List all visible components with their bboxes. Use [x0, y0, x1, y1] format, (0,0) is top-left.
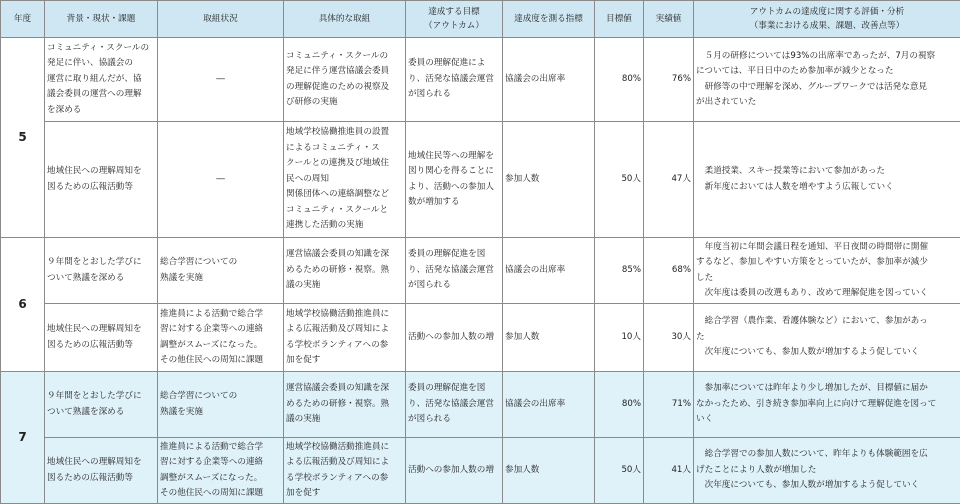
action-cell: 運営協議会委員の知識を深 めるための研修・視察。熟 議の実施: [284, 238, 406, 304]
background-cell: ９年間をとおした学びに ついて熟議を深める: [45, 372, 158, 438]
action-cell: 運営協議会委員の知識を深 めるための研修・視察。熟 議の実施: [284, 372, 406, 438]
goal-cell: 活動への参加人数の増: [406, 304, 503, 372]
background-cell: 地域住民への理解周知を 図るための広報活動等: [45, 438, 158, 504]
table-row: [1, 304, 960, 372]
actual-cell: 47人: [644, 122, 694, 238]
header-status: 取組状況: [158, 1, 284, 38]
header-eval: アウトカムの達成度に関する評価・分析 （事業における成果、課題、改善点等）: [694, 1, 960, 38]
target-cell: 80%: [595, 38, 644, 122]
year-cell: 6: [1, 238, 45, 372]
header-target: 目標値: [595, 1, 644, 38]
status-cell: 推進員による活動で総合学 習に対する企業等への連絡 調整がスムーズになった。 その他住民への周知に課題: [158, 438, 284, 504]
eval-cell: 年度当初に年間会議日程を通知、平日夜間の時間帯に開催 するなど、参加しやすい方策をとっていたが、参加率が減少 した 次年度は委員の改選もあり、改めて理解促進を図っていく: [694, 238, 960, 304]
header-action: 具体的な取組: [284, 1, 406, 38]
target-cell: 50人: [595, 122, 644, 238]
action-cell: 地域学校協働活動推進員に よる広報活動及び周知によ る学校ボランティアへの参 加を促す: [284, 438, 406, 504]
background-cell: ９年間をとおした学びに ついて熟議を深める: [45, 238, 158, 304]
goal-cell: 活動への参加人数の増: [406, 438, 503, 504]
target-cell: 10人: [595, 304, 644, 372]
status-cell: 総合学習についての 熟議を実施: [158, 372, 284, 438]
actual-cell: 71%: [644, 372, 694, 438]
goal-cell: 地域住民等への理解を 図り関心を得ることに より、活動への参加人 数が増加する: [406, 122, 503, 238]
table-row: [1, 38, 960, 122]
eval-cell: 総合学習での参加人数について、昨年よりも体験範囲を広 げたことにより人数が増加した 次年度についても、参加人数が増加するよう促していく: [694, 438, 960, 504]
header-row: [1, 1, 960, 38]
status-cell: 推進員による活動で総合学 習に対する企業等への連絡 調整がスムーズになった。 その他住民への周知に課題: [158, 304, 284, 372]
indicator-cell: 協議会の出席率: [503, 238, 595, 304]
table-row: [1, 238, 960, 304]
status-cell: ―: [158, 122, 284, 238]
target-cell: 80%: [595, 372, 644, 438]
background-cell: 地域住民への理解周知を 図るための広報活動等: [45, 304, 158, 372]
year-cell: 7: [1, 372, 45, 504]
status-cell: ―: [158, 38, 284, 122]
eval-cell: 参加率については昨年より少し増加したが、目標値に届か なかったため、引き続き参加率向上に向けて理解促進を図って いく: [694, 372, 960, 438]
action-cell: 地域学校協働推進員の設置 によるコミュニティ・ス クールとの連携及び地域住 民への周知 関係団体への連絡調整など コミュニティ・スクールと 連携した活動の実施: [284, 122, 406, 238]
action-cell: 地域学校協働活動推進員に よる広報活動及び周知によ る学校ボランティアへの参 加を促す: [284, 304, 406, 372]
header-actual: 実績値: [644, 1, 694, 38]
header-goal: 達成する目標 （アウトカム）: [406, 1, 503, 38]
background-cell: 地域住民への理解周知を 図るための広報活動等: [45, 122, 158, 238]
goal-cell: 委員の理解促進を図 り、活発な協議会運営 が図られる: [406, 238, 503, 304]
target-cell: 50人: [595, 438, 644, 504]
indicator-cell: 協議会の出席率: [503, 372, 595, 438]
actual-cell: 30人: [644, 304, 694, 372]
goal-cell: 委員の理解促進によ り、活発な協議会運営 が図られる: [406, 38, 503, 122]
year-cell: 5: [1, 38, 45, 238]
target-cell: 85%: [595, 238, 644, 304]
indicator-cell: 参加人数: [503, 304, 595, 372]
eval-cell: 柔道授業、スキー授業等において参加があった 新年度においては人数を増やすよう広報していく: [694, 122, 960, 238]
header-year: 年度: [1, 1, 45, 38]
actual-cell: 41人: [644, 438, 694, 504]
table-row: [1, 372, 960, 438]
eval-cell: ５月の研修については93%の出席率であったが、7月の視察 については、平日日中のため参加率が減少となった 研修等の中で理解を深め、グループワークでは活発な意見 が出されていた: [694, 38, 960, 122]
actual-cell: 76%: [644, 38, 694, 122]
indicator-cell: 参加人数: [503, 438, 595, 504]
action-cell: コミュニティ・スクールの 発足に伴う運営協議会委員 の理解促進のための視察及 び研修の実施: [284, 38, 406, 122]
header-indicator: 達成度を測る指標: [503, 1, 595, 38]
table-row: [1, 438, 960, 504]
table-row: [1, 122, 960, 238]
goal-cell: 委員の理解促進を図 り、活発な協議会運営 が図られる: [406, 372, 503, 438]
actual-cell: 68%: [644, 238, 694, 304]
indicator-cell: 参加人数: [503, 122, 595, 238]
header-background: 背景・現状・課題: [45, 1, 158, 38]
eval-cell: 総合学習（農作業、看護体験など）において、参加があっ た 次年度についても、参加人数が増加するよう促していく: [694, 304, 960, 372]
background-cell: コミュニティ・スクールの 発足に伴い、協議会の 運営に取り組んだが、協 議会委員の運営への理解 を深める: [45, 38, 158, 122]
status-cell: 総合学習についての 熟議を実施: [158, 238, 284, 304]
indicator-cell: 協議会の出席率: [503, 38, 595, 122]
